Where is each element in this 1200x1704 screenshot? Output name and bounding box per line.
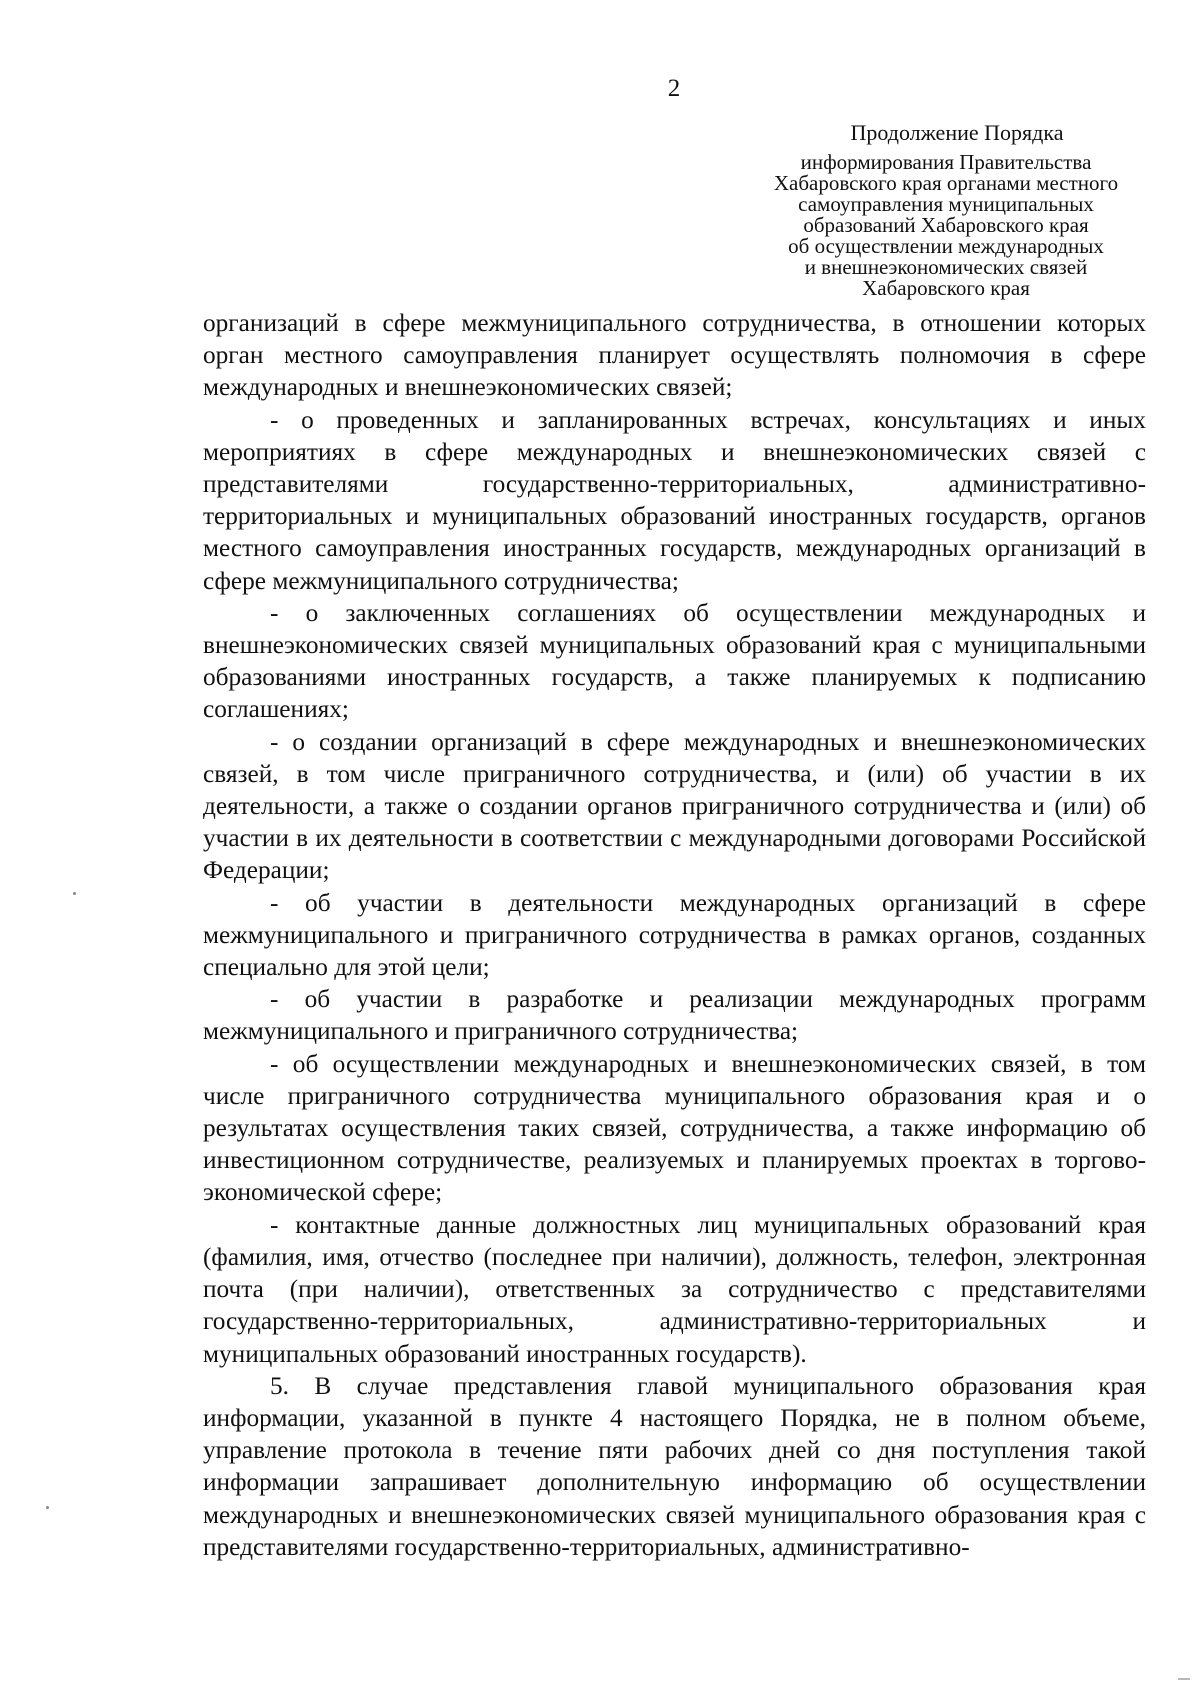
continued-paragraph: организаций в сфере межмуниципального сотрудничества, в отношении которых орган местного самоуправления планирует осуществлять полномочия в сфере международных и внешнеэкономических связей; [203, 309, 1146, 402]
annex-heading-line: об осуществлении международных [788, 234, 1104, 258]
section-5-paragraph: 5. В случае представления главой муниципального образования края информации, указанной в пункте 4 настоящего Порядка, не в полном объеме, управление протокола в течение пяти рабочих дней со дня поступления такой информации запрашивает дополнительную информацию об осуществлении международных и внешнеэкономических связей муниципального образования края с представителями государственно-территориальных, административно- [203, 1371, 1146, 1561]
list-item-organizations: - о создании организаций в сфере международных и внешнеэкономических связей, в том числе приграничного сотрудничества, и (или) об участии в их деятельности, а также о создании органов приграничного сотрудничества и (или) об участии в их деятельности в соответствии с международными договорами Российской Федерации; [203, 727, 1146, 885]
scan-speck [73, 892, 76, 895]
body-text [203, 307, 1146, 1563]
annex-heading-line: Хабаровского края органами местного [773, 171, 1119, 195]
list-item-meetings: - о проведенных и запланированных встречах, консультациях и иных мероприятиях в сфере международных и внешнеэкономических связей с представителями государственно-территориальных, административно-территориальных и муниципальных образований иностранных государств, органов местного самоуправления иностранных государств, международных организаций в сфере межмуниципального сотрудничества; [203, 405, 1146, 595]
scan-edge-mark [1178, 1678, 1190, 1680]
annex-heading-line: Хабаровского края [862, 276, 1030, 300]
annex-heading-title: Продолжение Порядка [850, 120, 1064, 145]
list-item-contacts: - контактные данные должностных лиц муниципальных образований края (фамилия, имя, отчество (последнее при наличии), должность, телефон, электронная почта (при наличии), ответственных за сотрудничество с представителями государственно-территориальных, административно-территориальных и муниципальных образований иностранных государств). [203, 1210, 1146, 1368]
list-item-agreements: - о заключенных соглашениях об осуществлении международных и внешнеэкономических связей муниципальных образований края с муниципальными образованиями иностранных государств, а также планируемых к подписанию соглашениях; [203, 598, 1146, 724]
annex-heading-line: и внешнеэкономических связей [804, 255, 1088, 279]
scan-speck [46, 1506, 49, 1509]
list-item-programs: - об участии в разработке и реализации международных программ межмуниципального и приграничного сотрудничества; [203, 985, 1146, 1046]
annex-heading-line: информирования Правительства [800, 150, 1092, 174]
annex-heading-line: образований Хабаровского края [803, 213, 1089, 237]
annex-heading-line: самоуправления муниципальных [798, 192, 1094, 216]
list-item-international-organizations: - об участии в деятельности международных организаций в сфере межмуниципального и приграничного сотрудничества в рамках органов, созданных специально для этой цели; [203, 888, 1146, 982]
annex-heading [740, 121, 1152, 299]
list-item-relations: - об осуществлении международных и внешнеэкономических связей, в том числе приграничного сотрудничества муниципального образования края и о результатах осуществления таких связей, сотрудничества, а также информацию об инвестиционном сотрудничестве, реализуемых и планируемых проектах в торгово-экономической сфере; [203, 1049, 1146, 1207]
page-number: 2 [667, 75, 681, 102]
